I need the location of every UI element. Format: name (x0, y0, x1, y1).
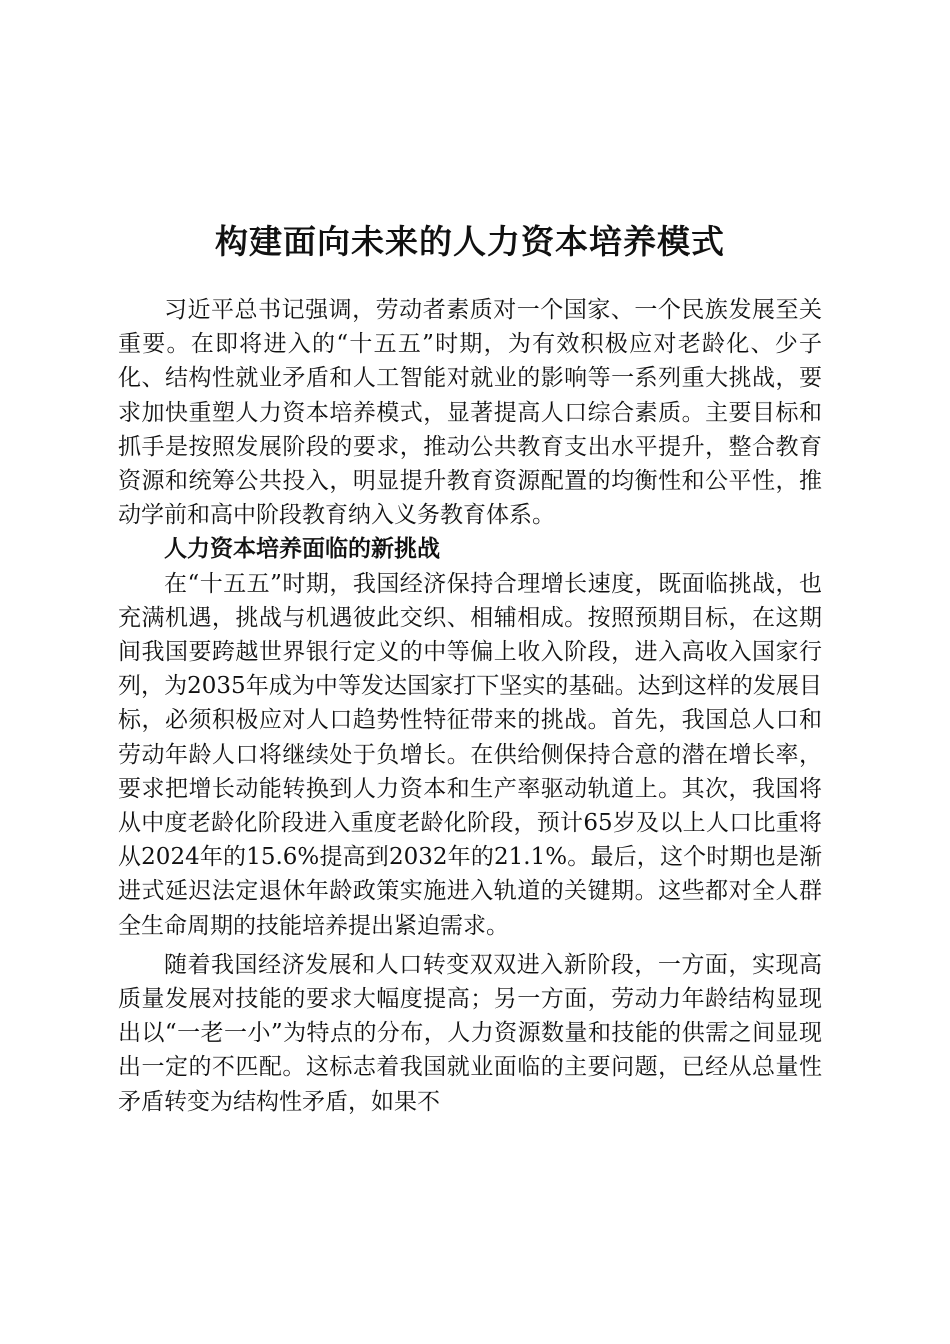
paragraph-intro: 习近平总书记强调，劳动者素质对一个国家、一个民族发展至关重要。在即将进入的“十五五”时期，为有效积极应对老龄化、少子化、结构性就业矛盾和人工智能对就业的影响等一系列重大挑战，要求加快重塑人力资本培养模式，显著提高人口综合素质。主要目标和抓手是按照发展阶段的要求，推动公共教育支出水平提升，整合教育资源和统筹公共投入，明显提升教育资源配置的均衡性和公平性，推动学前和高中阶段教育纳入义务教育体系。 (118, 297, 822, 529)
paragraph-structural: 随着我国经济发展和人口转变双双进入新阶段，一方面，实现高质量发展对技能的要求大幅度提高；另一方面，劳动力年龄结构显现出以“一老一小”为特点的分布，人力资源数量和技能的供需之间显现出一定的不匹配。这标志着我国就业面临的主要问题，已经从总量性矛盾转变为结构性矛盾，如果不 (118, 951, 822, 1115)
document-body (118, 293, 822, 1119)
document-title: 构建面向未来的人力资本培养模式 (215, 222, 725, 262)
paragraph-challenges: 在“十五五”时期，我国经济保持合理增长速度，既面临挑战，也充满机遇，挑战与机遇彼此交织、相辅相成。按照预期目标，在这期间我国要跨越世界银行定义的中等偏上收入阶段，进入高收入国家行列，为2035年成为中等发达国家打下坚实的基础。达到这样的发展目标，必须积极应对人口趋势性特征带来的挑战。首先，我国总人口和劳动年龄人口将继续处于负增长。在供给侧保持合意的潜在增长率，要求把增长动能转换到人力资本和生产率驱动轨道上。其次，我国将从中度老龄化阶段进入重度老龄化阶段，预计65岁及以上人口比重将从2024年的15.6%提高到2032年的21.1%。最后，这个时期也是渐进式延迟法定退休年龄政策实施进入轨道的关键期。这些都对全人群全生命周期的技能培养提出紧迫需求。 (118, 570, 822, 939)
section-heading: 人力资本培养面临的新挑战 (164, 536, 440, 563)
